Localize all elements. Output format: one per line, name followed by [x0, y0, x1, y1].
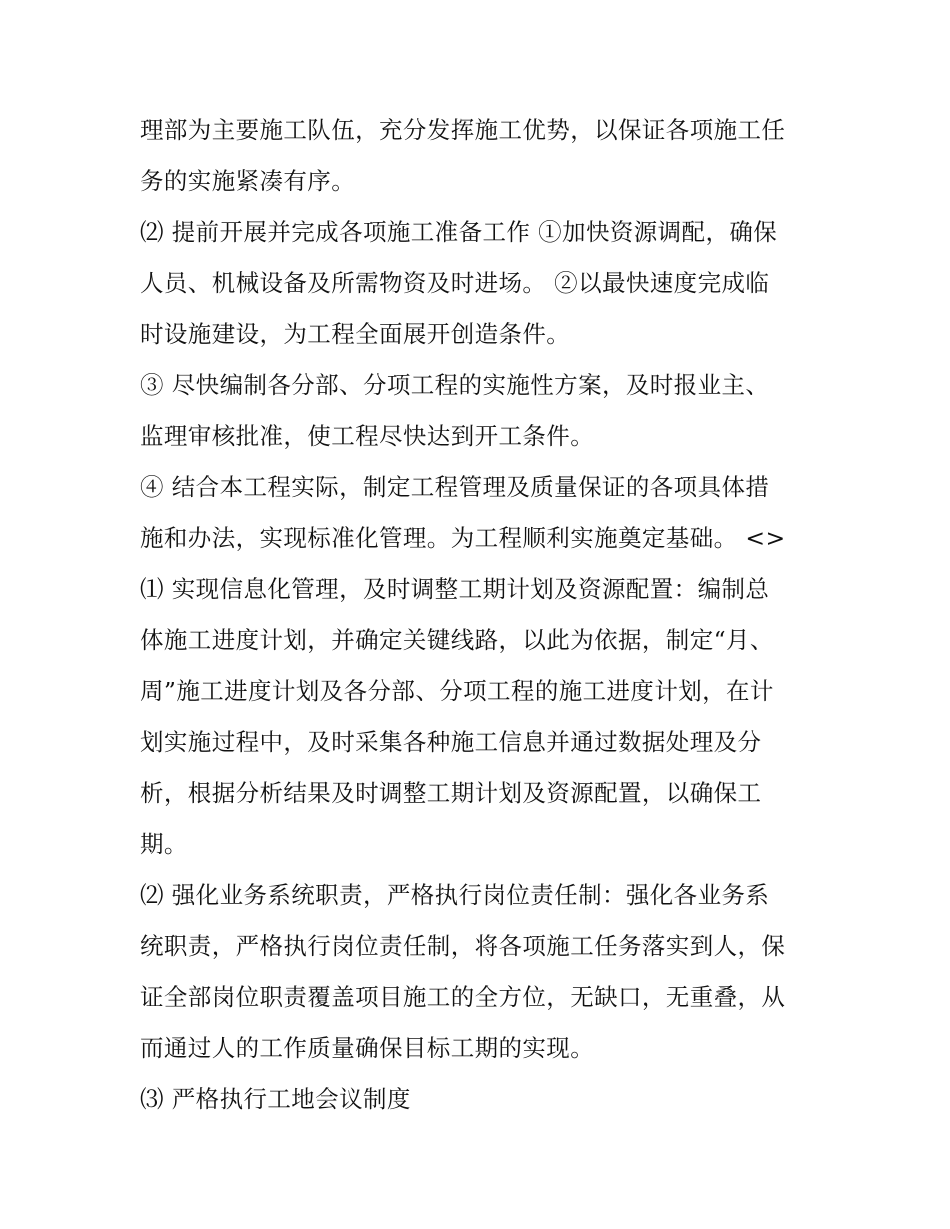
text-line: ⑵ 强化业务系统职责，严格执行岗位责任制：强化各业务系 [140, 881, 770, 909]
text-line: ⑴ 实现信息化管理，及时调整工期计划及资源配置：编制总 [140, 575, 770, 603]
text-line: 时设施建设，为工程全面展开创造条件。 [140, 320, 571, 348]
text-line: ④ 结合本工程实际，制定工程管理及质量保证的各项具体措 [140, 473, 770, 501]
text-line: 周”施工进度计划及各分部、分项工程的施工进度计划，在计 [140, 677, 774, 705]
text-line: 施和办法，实现标准化管理。为工程顺利实施奠定基础。 <> [140, 524, 786, 552]
text-line: ⑶ 严格执行工地会议制度 [140, 1085, 411, 1113]
text-line: 证全部岗位职责覆盖项目施工的全方位，无缺口，无重叠，从 [140, 983, 786, 1011]
text-line: 理部为主要施工队伍，充分发挥施工优势，以保证各项施工任 [140, 116, 786, 144]
text-line: 监理审核批准，使工程尽快达到开工条件。 [140, 422, 595, 450]
text-line: 体施工进度计划，并确定关键线路，以此为依据，制定“月、 [140, 626, 774, 654]
body-text [140, 105, 820, 1125]
text-line: 人员、机械设备及所需物资及时进场。 ②以最快速度完成临 [140, 269, 770, 297]
text-line: 划实施过程中，及时采集各种施工信息并通过数据处理及分 [140, 728, 762, 756]
text-line: 而通过人的工作质量确保目标工期的实现。 [140, 1034, 595, 1062]
text-line: ⑵ 提前开展并完成各项施工准备工作 ①加快资源调配，确保 [140, 218, 778, 246]
text-line: 统职责，严格执行岗位责任制，将各项施工任务落实到人，保 [140, 932, 786, 960]
text-line: 务的实施紧凑有序。 [140, 167, 356, 195]
text-line: 析，根据分析结果及时调整工期计划及资源配置，以确保工 [140, 779, 762, 807]
text-line: ③ 尽快编制各分部、分项工程的实施性方案，及时报业主、 [140, 371, 770, 399]
text-line: 期。 [140, 830, 188, 858]
